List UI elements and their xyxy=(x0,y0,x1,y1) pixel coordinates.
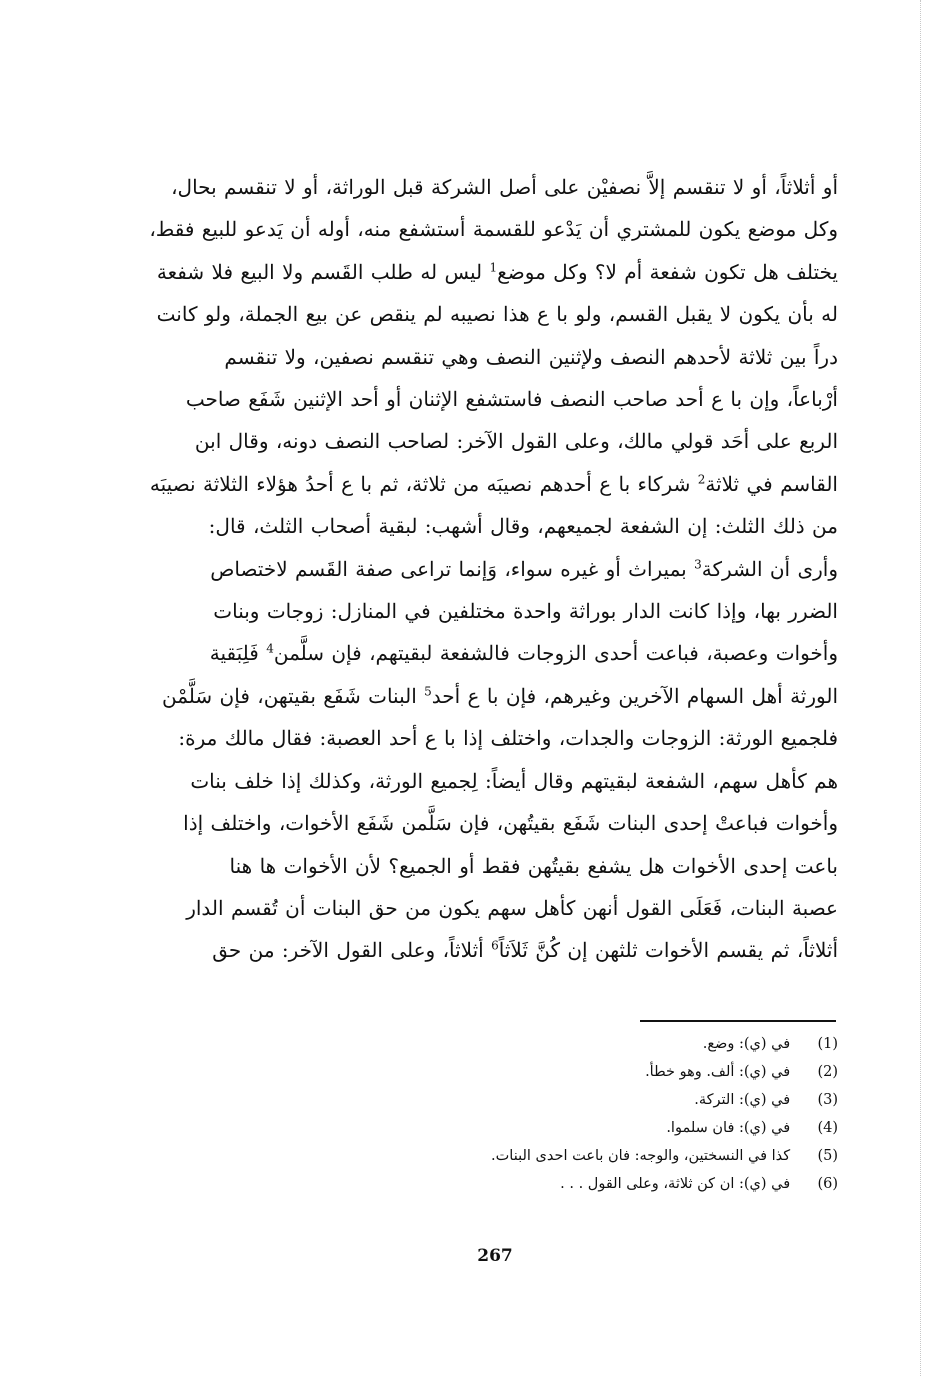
body-line-text: وأخوات وعصبة، فباعت أحدى الزوجات فالشفعة لبقيتهم، فإن سلَّمن xyxy=(273,641,838,666)
body-line xyxy=(148,717,838,759)
body-line-text: الربع على أحَد قولي مالك، وعلى القول الآخر: لصاحب النصف دونه، وقال ابن xyxy=(194,429,838,454)
footnote-ref: 3 xyxy=(694,557,702,571)
footnote-text: كذا في النسختين، والوجه: فان باعت احدى البنات. xyxy=(491,1148,791,1164)
body-line xyxy=(148,929,838,971)
body-line-text: فلجميع الورثة: الزوجات والجدات، واختلف إذا با ع أحد العصبة: فقال مالك مرة: xyxy=(178,726,838,751)
body-line-text: أو أثلاثاً، أو لا تنقسم إلاَّ نصفيْن على أصل الشركة قبل الوراثة، أو لا تنقسم بحال، xyxy=(171,175,838,199)
body-line xyxy=(148,420,838,462)
body-line-text: يختلف هل تكون شفعة أم لا؟ وكل موضع xyxy=(497,259,838,284)
body-line-text: من ذلك الثلث: إن الشفعة لجميعهم، وقال أشهب: لبقية أصحاب الثلث، قال: xyxy=(208,514,838,539)
body-line-text: القاسم في ثلاثة xyxy=(705,471,838,496)
body-line xyxy=(148,632,838,674)
footnote-item xyxy=(300,1058,838,1086)
body-line-text: له بأن يكون لا يقبل القسم، ولو با ع هذا نصيبه لم ينقص عن بيع الجملة، ولو كانت xyxy=(156,302,838,327)
body-line-text: الضرر بها، وإذا كانت الدار بوراثة واحدة مختلفين في المنازل: زوجات وبنات xyxy=(213,599,838,624)
footnote-number: (1) xyxy=(817,1036,838,1052)
body-line xyxy=(148,845,838,887)
footnote-number: (2) xyxy=(817,1064,838,1080)
page-number: 267 xyxy=(477,1246,513,1266)
page-edge xyxy=(920,0,921,1376)
body-line-text: عصبة البنات، فَعَلَى القول أنهن كأهل سهم يكون من حق البنات أن تُقسم الدار xyxy=(186,895,838,920)
body-line xyxy=(148,166,838,208)
footnote-text: في (ي): ان كن ثلاثة، وعلى القول . . . xyxy=(560,1176,791,1192)
body-line xyxy=(148,802,838,844)
footnote-ref: 2 xyxy=(697,472,706,487)
body-line-text: باعت إحدى الأخوات هل يشفع بقيتُهن فقط أو الجميع؟ لأن الأخوات ها هنا xyxy=(229,853,838,878)
body-line-text: دراً بين ثلاثة لأحدهم النصف ولإثنين النصف وهي تنقسم نصفين، ولا تنقسم xyxy=(224,344,838,369)
footnote-item xyxy=(300,1086,838,1114)
body-line xyxy=(148,463,838,505)
footnote-ref: 5 xyxy=(424,684,432,699)
body-line-text: وأخوات فباعتْ إحدى البنات شَفَع بقيتُهن، فإن سَلَّمن شَفَع الأخوات، واختلف إذا xyxy=(183,811,838,836)
footnote-ref: 6 xyxy=(491,938,499,953)
footnote-text: في (ي): ألف. وهو خطأ. xyxy=(645,1064,791,1080)
body-line xyxy=(148,590,838,632)
body-line-text-continued: شركاء با ع أحدهم نصيبَه من ثلاثة، ثم با ع أحدُ هؤلاء الثلاثة نصيبَه xyxy=(149,471,698,496)
body-line xyxy=(148,505,838,547)
footnote-text: في (ي): فان سلموا. xyxy=(666,1120,791,1136)
body-line xyxy=(148,293,838,335)
main-text xyxy=(148,166,838,972)
body-line xyxy=(148,675,838,717)
body-line-text: أثلاثاً، ثم يقسم الأخوات ثلثهن إن كُنَّ ثَلاَثاً xyxy=(498,938,838,963)
body-line-text-continued: البنات شَفَع بقيتهن، فإن سَلَّمْن xyxy=(162,683,425,708)
footnote-item xyxy=(300,1114,838,1142)
body-line-text: الورثة أهل السهام الآخرين وغيرهم، فإن با ع أحد xyxy=(431,683,838,708)
body-line xyxy=(148,548,838,590)
body-line xyxy=(148,887,838,929)
body-line-text-continued: بميراث أو غيره سواء، وَإنما تراعى صفة القَسم لاختصاص xyxy=(210,556,695,581)
body-line-text-continued: فَلِبَقية xyxy=(209,641,267,666)
body-line xyxy=(148,251,838,293)
body-line xyxy=(148,760,838,802)
footnote-number: (6) xyxy=(817,1176,838,1192)
body-line-text: وأرى أن الشركة xyxy=(701,556,838,581)
body-line xyxy=(148,378,838,420)
footnote-number: (3) xyxy=(817,1092,838,1108)
body-line xyxy=(148,208,838,250)
footnote-ref: 4 xyxy=(266,641,274,656)
footnotes xyxy=(300,1030,838,1198)
body-line-text: أرْباعاً، وإن با ع أحد صاحب النصف فاستشفع الإثنان أو أحد الإثنين شَفَع صاحب xyxy=(185,387,838,412)
footnote-rule xyxy=(640,1020,836,1022)
footnote-number: (5) xyxy=(817,1148,838,1164)
body-line xyxy=(148,336,838,378)
footnote-number: (4) xyxy=(817,1120,838,1136)
footnote-item xyxy=(300,1170,838,1198)
footnote-text: في (ي): التركة. xyxy=(694,1092,791,1108)
body-line-text-continued: أثلاثاً، وعلى القول الآخر: من حق xyxy=(212,938,492,963)
footnote-ref: 1 xyxy=(489,260,498,275)
footnote-item xyxy=(300,1142,838,1170)
body-line-text: وكل موضع يكون للمشتري أن يَدْعو للقسمة أستشفع منه، أوله أن يَدعو للبيع فقط، xyxy=(149,217,838,242)
footnote-text: في (ي): وضع. xyxy=(702,1036,791,1052)
footnote-item xyxy=(300,1030,838,1058)
body-line-text: هم كأهل سهم، الشفعة لبقيتهم وقال أيضاً: لِجميع الورثة، وكذلك إذا خلف بنات xyxy=(190,768,838,793)
body-line-text-continued: ليس له طلب القَسم ولا البيع فلا شفعة xyxy=(156,259,490,284)
